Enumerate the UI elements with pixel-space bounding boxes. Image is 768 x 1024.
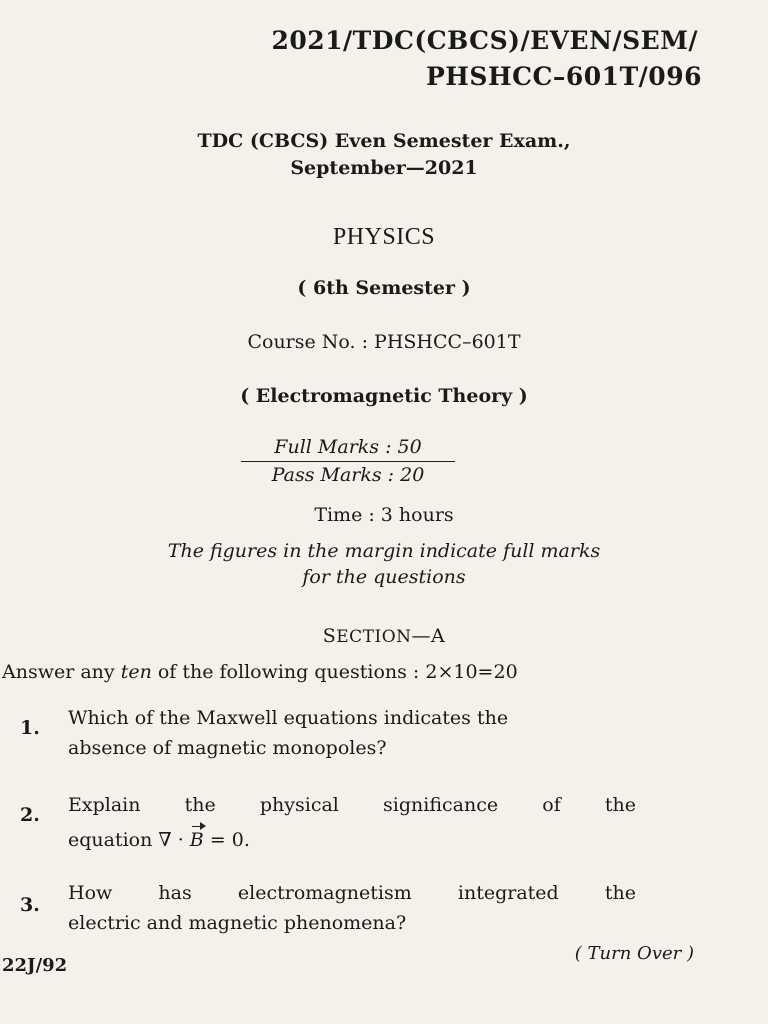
exam-title-line2: September—2021 (290, 157, 478, 179)
question-2-line2 (68, 829, 250, 851)
section-heading-suffix: —A (411, 625, 446, 647)
question-2-line1 (68, 794, 636, 816)
question-2-word: the (604, 794, 636, 816)
question-2-word: significance (383, 794, 499, 816)
pass-marks: Pass Marks : 20 (271, 464, 425, 486)
footer-code: 22J/92 (2, 955, 68, 976)
answer-emphasis: ten (120, 661, 152, 683)
question-2-word: the (184, 794, 216, 816)
question-3-word: integrated (457, 882, 559, 904)
marks-box (241, 436, 455, 486)
answer-suffix: of the following questions : 2×10=20 (151, 661, 518, 683)
section-heading-initial: S (322, 625, 337, 647)
question-1-line1: Which of the Maxwell equations indicates the (68, 707, 509, 729)
question-2-word: Explain (68, 794, 141, 816)
subject-title: PHYSICS (332, 224, 436, 250)
question-3-word: the (604, 882, 636, 904)
question-3-word: has (158, 882, 192, 904)
section-heading (0, 625, 768, 647)
question-number: 1. (20, 717, 40, 739)
paper-code-line2: PHSHCC–601T/096 (426, 62, 702, 91)
section-heading-rest: ECTION (336, 627, 412, 647)
course-number: Course No. : PHSHCC–601T (247, 331, 521, 353)
question-number: 2. (20, 804, 40, 826)
section-instruction (2, 661, 518, 683)
question-3-word: electromagnetism (237, 882, 412, 904)
paper-code-line1: 2021/TDC(CBCS)/EVEN/SEM/ (271, 26, 698, 55)
full-marks: Full Marks : 50 (274, 436, 422, 458)
exam-duration: Time : 3 hours (314, 504, 454, 526)
exam-title-line1: TDC (CBCS) Even Semester Exam., (197, 130, 571, 152)
question-number: 3. (20, 894, 40, 916)
paper-title: ( Electromagnetic Theory ) (240, 385, 528, 407)
question-3-line2: electric and magnetic phenomena? (68, 912, 407, 934)
instruction-line1: The figures in the margin indicate full marks (167, 540, 601, 562)
question-1-line2: absence of magnetic monopoles? (68, 737, 387, 759)
question-2-word: of (542, 794, 561, 816)
marks-divider (241, 461, 455, 462)
semester-label: ( 6th Semester ) (297, 277, 471, 299)
question-3-line1 (68, 882, 636, 904)
answer-prefix: Answer any (2, 661, 121, 683)
equation-prefix: equation ∇ · (68, 829, 190, 851)
question-3-word: How (68, 882, 113, 904)
instruction-line2: for the questions (302, 566, 466, 588)
equation-suffix: = 0. (203, 829, 250, 851)
question-2-word: physical (259, 794, 339, 816)
magnetic-field-vector: B (189, 829, 204, 851)
turn-over-label: ( Turn Over ) (574, 943, 694, 964)
